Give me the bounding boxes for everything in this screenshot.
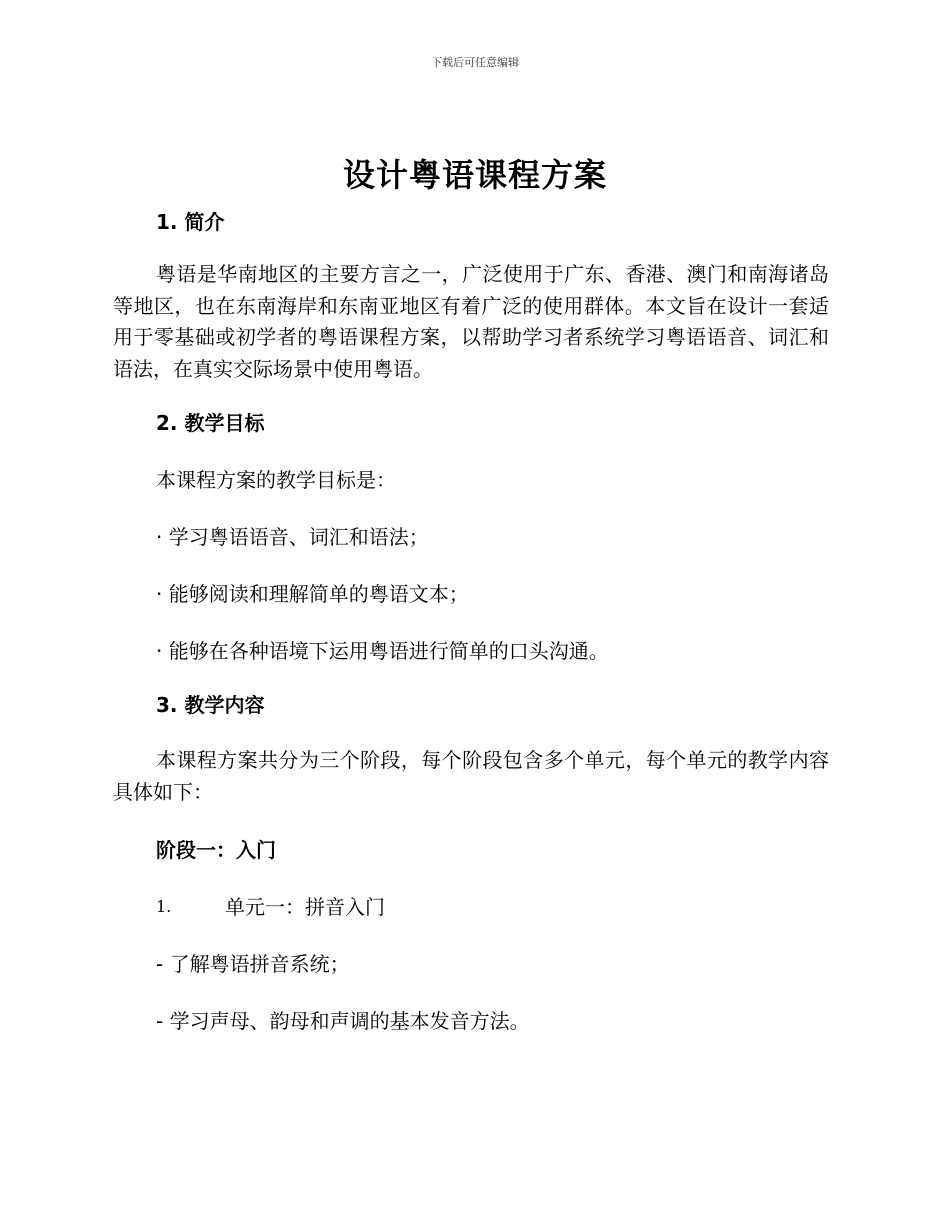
- content-paragraph: 本课程方案共分为三个阶段，每个阶段包含多个单元，每个单元的教学内容具体如下：: [113, 748, 829, 804]
- unit-number: 1.: [156, 897, 172, 916]
- unit-point: - 了解粤语拼音系统；: [156, 952, 350, 976]
- unit-item: [113, 890, 829, 924]
- section-heading-content: 3. 教学内容: [156, 693, 265, 717]
- goal-item: · 能够阅读和理解简单的粤语文本；: [156, 582, 469, 606]
- document-body: [113, 205, 829, 1038]
- unit-point: - 学习声母、韵母和声调的基本发音方法。: [156, 1009, 530, 1033]
- document-title: 设计粤语课程方案: [342, 156, 607, 194]
- goal-item: · 能够在各种语境下运用粤语进行简单的口头沟通。: [156, 639, 609, 663]
- goal-item: · 学习粤语语音、词汇和语法；: [156, 525, 429, 549]
- section-heading-goals: 2. 教学目标: [156, 411, 265, 435]
- section-heading-intro: 1. 简介: [156, 210, 225, 234]
- header-note: 下载后可任意编辑: [431, 56, 519, 69]
- unit-title: 单元一：拼音入门: [225, 895, 385, 919]
- phase-title: 阶段一：入门: [156, 838, 276, 862]
- intro-paragraph: 粤语是华南地区的主要方言之一，广泛使用于广东、香港、澳门和南海诸岛等地区，也在东南海岸和东南亚地区有着广泛的使用群体。本文旨在设计一套适用于零基础或初学者的粤语课程方案，以帮助学习者系统学习粤语语音、词汇和语法，在真实交际场景中使用粤语。: [113, 262, 829, 381]
- goals-lead: 本课程方案的教学目标是：: [156, 468, 396, 492]
